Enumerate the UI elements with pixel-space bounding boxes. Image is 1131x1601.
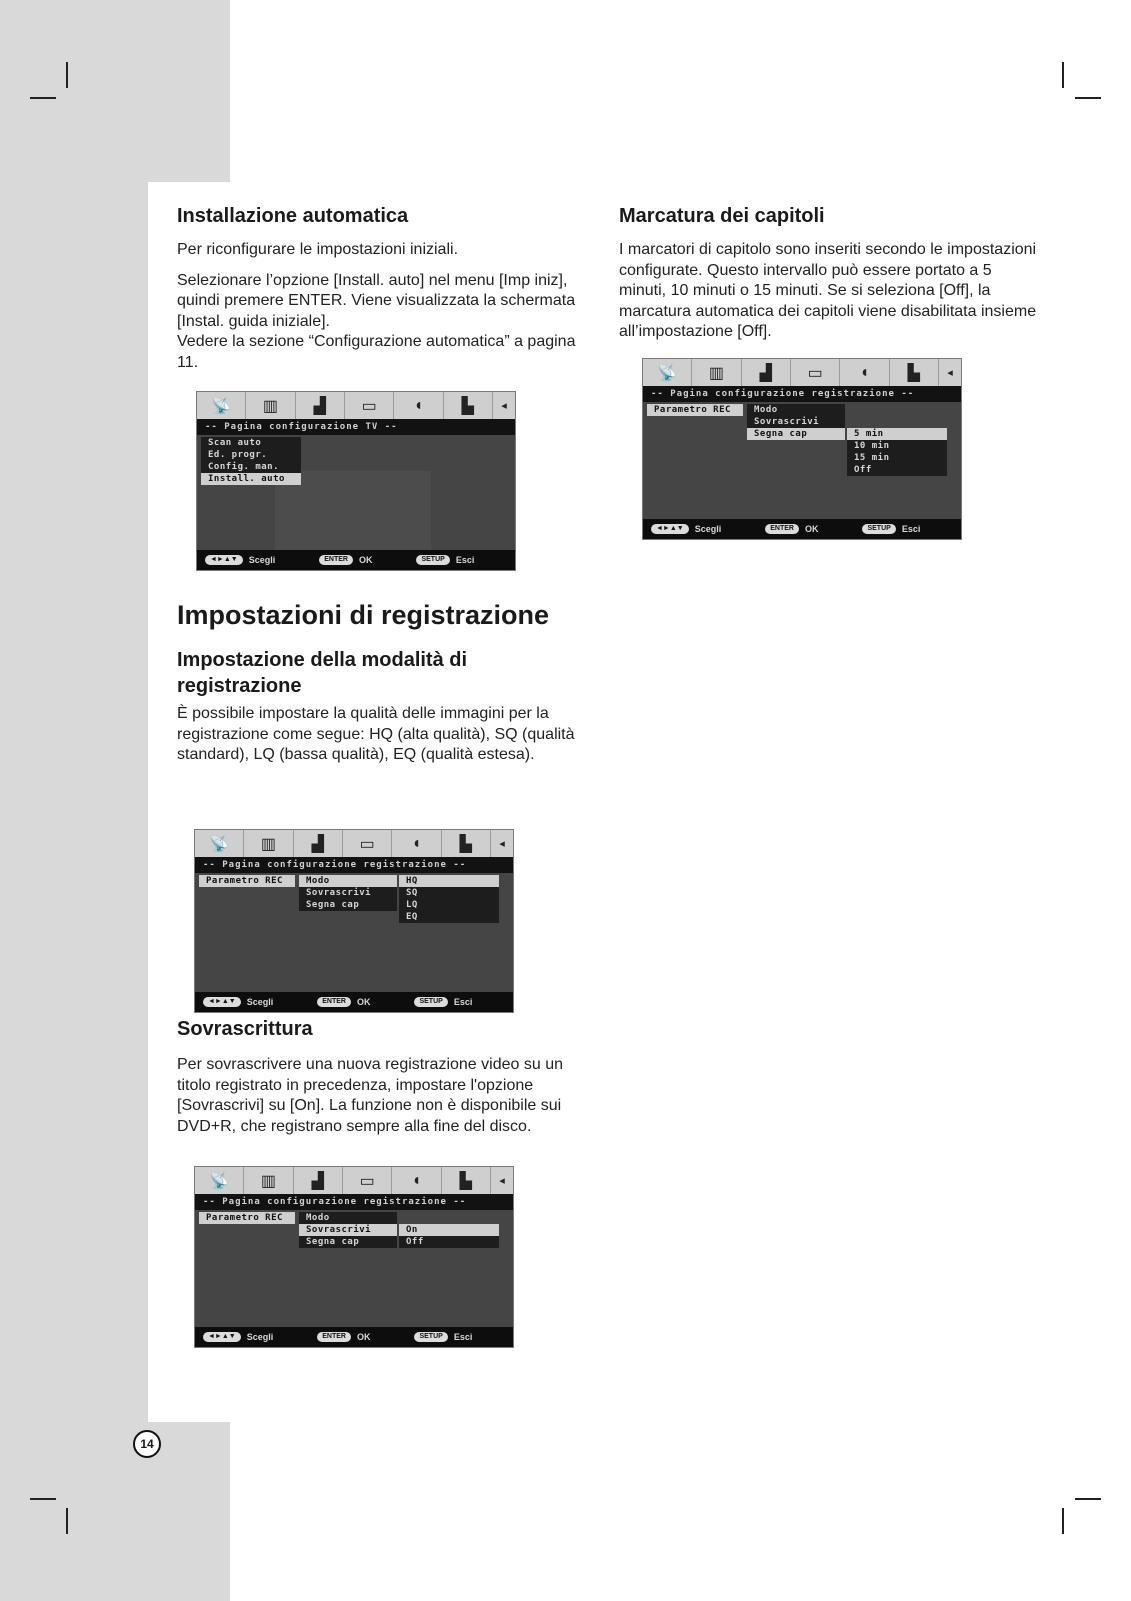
arrow-icon: ◂ (499, 1175, 505, 1187)
status-label: Scegli (246, 997, 274, 1007)
setup-key-icon: SETUP (414, 997, 447, 1007)
menu-title: -- Pagina configurazione registrazione -- (195, 857, 513, 873)
status-label: OK (356, 1332, 371, 1342)
rec-options-list (299, 1212, 397, 1248)
menu-icon-bar (197, 392, 515, 419)
setup-key-icon: SETUP (416, 555, 449, 565)
satellite-dish-icon: 📡 (197, 392, 246, 419)
speaker-icon: ◖ (840, 359, 889, 386)
film-icon: ▥ (246, 392, 295, 419)
recording-mode-text (177, 704, 587, 766)
install-text (177, 240, 587, 373)
menu-item-selected[interactable]: Install. auto (201, 473, 301, 485)
chapter-option[interactable]: Off (854, 465, 872, 475)
chapters-heading: Marcatura dei capitoli (619, 205, 825, 227)
status-bar (195, 992, 513, 1012)
speaker-icon: ◖ (392, 830, 441, 857)
satellite-dish-icon: 📡 (643, 359, 692, 386)
clapper-icon: ▙ (442, 1167, 491, 1194)
param-column (199, 875, 295, 887)
enter-key-icon: ENTER (317, 1332, 351, 1342)
speaker-icon: ◖ (394, 392, 443, 419)
menu-item[interactable]: Modo (306, 1213, 330, 1223)
clapper-icon: ▙ (444, 392, 493, 419)
monitor-icon: ▭ (343, 1167, 392, 1194)
arrow-icon: ◂ (947, 367, 953, 379)
menu-item[interactable]: Sovrascrivi (754, 417, 820, 427)
quality-options-list (399, 875, 499, 923)
menu-item-selected[interactable]: Sovrascrivi (299, 1224, 397, 1236)
menu-item[interactable]: Config. man. (208, 462, 280, 472)
menu-item-selected[interactable]: Modo (299, 875, 397, 887)
overwrite-screenshot (194, 1166, 514, 1348)
rec-options-list (747, 404, 845, 440)
menu-item[interactable]: Segna cap (306, 1237, 360, 1247)
clapper-icon: ▙ (890, 359, 939, 386)
status-label: Esci (455, 555, 475, 565)
nav-key-icon: ◄►▲▼ (205, 555, 243, 565)
status-label: Esci (453, 1332, 473, 1342)
crop-mark (1075, 97, 1101, 99)
status-label: Scegli (694, 524, 722, 534)
status-label: OK (358, 555, 373, 565)
clapper-icon: ▙ (442, 830, 491, 857)
status-label: Scegli (246, 1332, 274, 1342)
tv-setup-screenshot (196, 391, 516, 571)
crop-mark (1062, 62, 1064, 88)
status-bar (643, 519, 961, 539)
quality-option[interactable]: SQ (406, 888, 418, 898)
recording-mode-para: È possibile impostare la qualità delle immagini per la registrazione come segue: HQ (alta qualità), SQ (qualità standard), LQ (bassa qualità), EQ (qualità estesa). (177, 705, 575, 763)
install-para-2: Selezionare l’opzione [Install. auto] nel menu [Imp iniz], quindi premere ENTER. Viene visualizzata la schermata [Instal. guida iniziale]. (177, 271, 576, 330)
menu-item[interactable]: Scan auto (208, 438, 262, 448)
menu-item[interactable]: Sovrascrivi (306, 888, 372, 898)
recording-settings-heading: Impostazioni di registrazione (177, 600, 550, 630)
satellite-dish-icon: 📡 (195, 830, 244, 857)
menu-title: -- Pagina configurazione registrazione -- (195, 1194, 513, 1210)
tv-menu-list (201, 437, 301, 485)
film-icon: ▥ (692, 359, 741, 386)
chapter-options-list (847, 428, 947, 476)
param-rec-item[interactable]: Parametro REC (199, 875, 295, 887)
param-column (647, 404, 743, 416)
menu-item-selected[interactable]: Segna cap (747, 428, 845, 440)
overwrite-para: Per sovrascrivere una nuova registrazione video su un titolo registrato in precedenza, impostare l'opzione [Sovrascrivi] su [On]. La funzione non è disponibile sui DVD+R, che registrano sempre alla fine del disco. (177, 1056, 563, 1135)
film-icon: ▥ (244, 830, 293, 857)
enter-key-icon: ENTER (765, 524, 799, 534)
status-bar (195, 1327, 513, 1347)
chapter-option[interactable]: 15 min (854, 453, 890, 463)
overwrite-heading: Sovrascrittura (177, 1018, 313, 1040)
menu-item[interactable]: Ed. progr. (208, 450, 268, 460)
menu-icon-bar (195, 830, 513, 857)
setup-key-icon: SETUP (862, 524, 895, 534)
quality-option[interactable]: EQ (406, 912, 418, 922)
speaker-icon: ◖ (392, 1167, 441, 1194)
install-para-3: Vedere la sezione “Configurazione automatica” a pagina 11. (177, 333, 576, 371)
page-number: 14 (133, 1430, 161, 1458)
status-label: Scegli (248, 555, 276, 565)
param-rec-item[interactable]: Parametro REC (647, 404, 743, 416)
crop-mark (1062, 1508, 1064, 1534)
monitor-icon: ▭ (343, 830, 392, 857)
param-column (199, 1212, 295, 1224)
menu-item[interactable]: Segna cap (306, 900, 360, 910)
param-rec-item[interactable]: Parametro REC (199, 1212, 295, 1224)
enter-key-icon: ENTER (319, 555, 353, 565)
nav-key-icon: ◄►▲▼ (651, 524, 689, 534)
chapter-marks-screenshot (642, 358, 962, 540)
install-heading: Installazione automatica (177, 205, 409, 227)
satellite-dish-icon: 📡 (195, 1167, 244, 1194)
overwrite-text (177, 1055, 597, 1137)
arrow-icon: ◂ (499, 838, 505, 850)
projector-icon: ▟ (742, 359, 791, 386)
arrow-icon: ◂ (501, 400, 507, 412)
on-option-selected[interactable]: On (399, 1224, 499, 1236)
menu-title: -- Pagina configurazione TV -- (197, 419, 515, 435)
monitor-icon: ▭ (791, 359, 840, 386)
crop-mark (1075, 1498, 1101, 1500)
crop-mark (66, 1508, 68, 1534)
chapter-option[interactable]: 10 min (854, 441, 890, 451)
nav-key-icon: ◄►▲▼ (203, 1332, 241, 1342)
chapters-para: I marcatori di capitolo sono inseriti secondo le impostazioni configurate. Questo intervallo può essere portato a 5 minuti, 10 minuti o 15 minuti. Se si seleziona [Off], la marcatura automatica dei capitoli viene disabilitata insieme all’impostazione [Off]. (619, 241, 1037, 340)
onoff-options-list (399, 1224, 499, 1248)
setup-key-icon: SETUP (414, 1332, 447, 1342)
crop-mark (66, 62, 68, 88)
off-option[interactable]: Off (406, 1237, 424, 1247)
crop-mark (30, 1498, 56, 1500)
monitor-icon: ▭ (345, 392, 394, 419)
status-label: OK (804, 524, 819, 534)
nav-key-icon: ◄►▲▼ (203, 997, 241, 1007)
quality-option[interactable]: LQ (406, 900, 418, 910)
status-label: Esci (901, 524, 921, 534)
quality-option-selected[interactable]: HQ (399, 875, 499, 887)
install-para-1: Per riconfigurare le impostazioni iniziali. (177, 241, 459, 258)
status-label: OK (356, 997, 371, 1007)
rec-options-list (299, 875, 397, 911)
status-bar (197, 550, 515, 570)
menu-icon-bar (195, 1167, 513, 1194)
status-label: Esci (453, 997, 473, 1007)
menu-item[interactable]: Modo (754, 405, 778, 415)
menu-icon-bar (643, 359, 961, 386)
recording-mode-screenshot (194, 829, 514, 1013)
chapter-option-selected[interactable]: 5 min (847, 428, 947, 440)
enter-key-icon: ENTER (317, 997, 351, 1007)
film-icon: ▥ (244, 1167, 293, 1194)
chapters-text (619, 240, 1039, 343)
crop-mark (30, 97, 56, 99)
projector-icon: ▟ (296, 392, 345, 419)
projector-icon: ▟ (294, 1167, 343, 1194)
projector-icon: ▟ (294, 830, 343, 857)
recording-mode-heading: Impostazione della modalità di registrazione (177, 649, 468, 697)
menu-title: -- Pagina configurazione registrazione -- (643, 386, 961, 402)
